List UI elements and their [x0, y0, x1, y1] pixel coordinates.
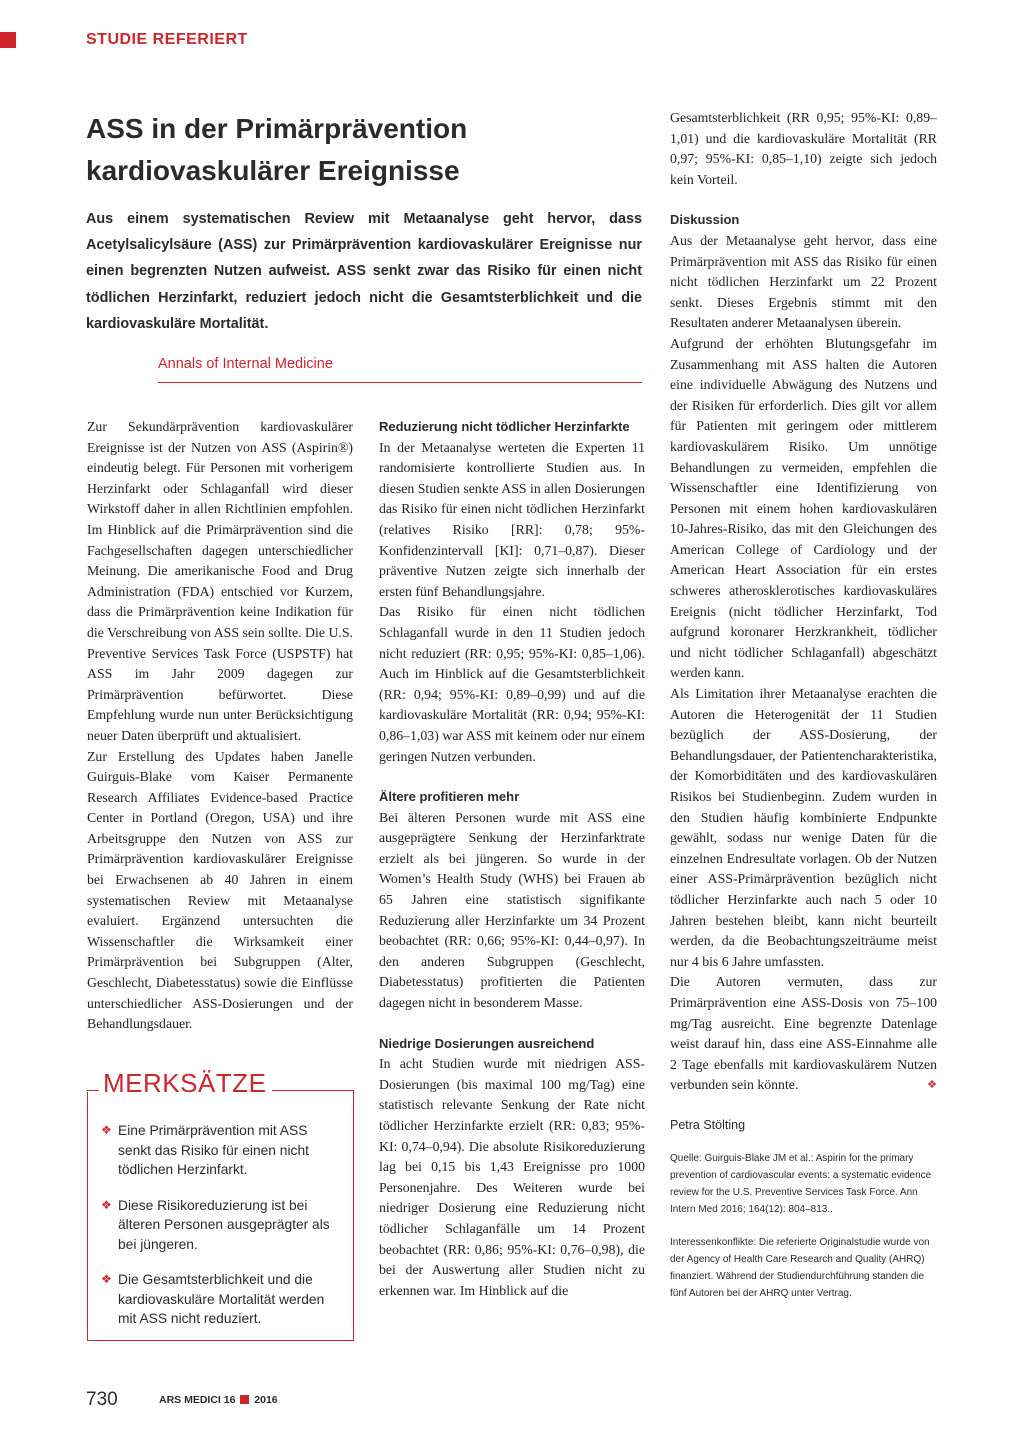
- journal-year: 2016: [254, 1394, 278, 1406]
- list-item-text: Diese Risikoreduzierung ist bei älteren Personen ausgeprägter als bei jüngeren.: [118, 1197, 330, 1252]
- paragraph: In der Metaanalyse werteten die Experten 11 randomisierte kontrollierte Studien aus. In diesen Studien senkte ASS in allen Dosierungen das Risiko für einen nicht tödlichen Herzinfarkt (relatives Risiko [RR]: 0,78; 95%-Konfidenzintervall [KI]: 0,71–0,87). Dieser präventive Nutzen zeigte sich innerhalb der ersten fünf Behandlungsjahre.: [379, 439, 645, 599]
- journal-name: ARS MEDICI 16: [159, 1394, 236, 1406]
- section-marker: [0, 32, 16, 48]
- article-title: ASS in der Primärprävention kardiovaskulärer Ereignisse: [86, 113, 468, 186]
- subheading: Niedrige Dosierungen ausreichend: [379, 1035, 595, 1051]
- column-2: [379, 417, 645, 1301]
- diamond-bullet-icon: ❖: [101, 1123, 112, 1137]
- column-1: [87, 417, 353, 1035]
- paragraph-text: Die Autoren vermuten, dass zur Primärprävention eine ASS-Dosis von 75–100 mg/Tag ausreicht. Eine begrenzte Datenlage weist darauf hin, dass eine ASS-Einnahme alle 2 Tage ebenfalls mit kardiovaskulärem Nutzen verbunden sein könnte.: [670, 974, 937, 1093]
- paragraph: Bei älteren Personen wurde mit ASS eine ausgeprägtere Senkung der Herzinfarktrate erzielt als bei jüngeren. So wurde in der Women’s Health Study (WHS) bei Frauen ab 65 Jahren eine statistisch signifikante Reduzierung aller Herzinfarkte um 34 Prozent beobachtet (RR: 0,66; 95%-KI: 0,44–0,97). In den anderen Subgruppen (Geschlecht, Diabetesstatus) profitierten die Patienten dagegen nicht in besonderem Masse.: [379, 809, 645, 1011]
- merksaetze-title: MERKSÄTZE: [99, 1068, 272, 1098]
- column-3: [670, 108, 937, 1302]
- subheading: Diskussion: [670, 212, 740, 228]
- list-item: [101, 1270, 341, 1329]
- diamond-bullet-icon: ❖: [101, 1272, 112, 1286]
- merksaetze-list: [101, 1121, 341, 1345]
- source-journal: Annals of Internal Medicine: [158, 356, 333, 372]
- source-divider: [158, 382, 642, 383]
- paragraph: Zur Sekundärprävention kardiovaskulärer Ereignisse ist der Nutzen von ASS (Aspirin®) eindeutig belegt. Für Personen mit vorherigem Herzinfarkt oder Schlaganfall wird dieser Wirkstoff daher in allen Richtlinien empfohlen. Im Hinblick auf die Primärprävention sind die Fachgesellschaften dagegen unterschiedlicher Meinung. Die amerikanische Food and Drug Administration (FDA) entschied vor Kurzem, dass die Primärprävention keine Indikation für die Verschreibung von ASS sein sollte. Die U.S. Preventive Services Task Force (USPSTF) hat ASS im Jahr 2009 dagegen zur Primärprävention befürwortet. Diese Empfehlung wurde nun unter Berücksichtigung neuer Daten überprüft und aktualisiert.: [87, 419, 353, 743]
- paragraph: Aus der Metaanalyse geht hervor, dass eine Primärprävention mit ASS das Risiko für einen nicht tödlichen Herzinfarkt um 22 Prozent senkt. Dieses Ergebnis stimmt mit den Resultaten anderer Metaanalysen überein.: [670, 232, 937, 331]
- conflict-of-interest: Interessenkonflikte: Die referierte Originalstudie wurde von der Agency of Health Care Research and Quality (AHRQ) finanziert. Während der Studiendurchführung standen die fünf Autoren bei der AHRQ unter Vertrag.: [670, 1236, 930, 1299]
- source-citation: Quelle: Guirguis-Blake JM et al.: Aspirin for the primary prevention of cardiovascular events: a systematic evidence review for the U.S. Preventive Services Task Force. Ann Intern Med 2016; 164(12): 804–813..: [670, 1152, 932, 1215]
- paragraph: In acht Studien wurde mit niedrigen ASS-Dosierungen (bis maximal 100 mg/Tag) eine statistisch relevante Senkung der Rate nicht tödlicher Herzinfarkte erzielt (RR: 0,83; 95%-KI: 0,74–0,94). Die absolute Risikoreduzierung lag bei 0,15 bis 1,43 Ereignisse pro 1000 Personenjahre. Des Weiteren wurde bei niedriger Dosierung eine Reduzierung nicht tödlicher Schlaganfälle um 14 Prozent beobachtet (RR: 0,86; 95%-KI: 0,76–0,98), die bei der Auswertung aller Studien nicht zu erkennen war. Im Hinblick auf die: [379, 1056, 645, 1298]
- paragraph: Aufgrund der erhöhten Blutungsgefahr im Zusammenhang mit ASS halten die Autoren eine individuelle Abwägung des Nutzens und der Risiken für erforderlich. Dies gilt vor allem für Patienten mit geringem oder mittlerem kardiovaskulärem Risiko. Um unnötige Behandlungen zu vermeiden, empfehlen die Wissenschaftler eine Identifizierung von Personen mit einem hohen kardiovaskulären 10-Jahres-Risiko, das mit den Gleichungen des American College of Cardiology und der American Heart Association für ein erstes schweres atherosklerotisches kardiovaskuläres Ereignis (nicht tödlicher Herzinfarkt, Tod aufgrund koronarer Herzkrankheit, tödlicher und nicht tödlicher Schlaganfall) abgeschätzt werden kann.: [670, 335, 937, 681]
- list-item-text: Die Gesamtsterblichkeit und die kardiovaskuläre Mortalität werden mit ASS nicht reduziert.: [118, 1272, 325, 1326]
- diamond-bullet-icon: ❖: [101, 1197, 112, 1212]
- paragraph: Das Risiko für einen nicht tödlichen Schlaganfall wurde in den 11 Studien jedoch nicht reduziert (RR: 0,95; 95%-KI: 0,85–1,06). Auch im Hinblick auf die Gesamtsterblichkeit (RR: 0,94; 95%-KI: 0,89–0,99) und auf die kardiovaskuläre Mortalität (RR: 0,94; 95%-KI: 0,86–1,03) war ASS mit keinem oder nur einem geringen Nutzen verbunden.: [379, 604, 645, 764]
- list-item: [101, 1121, 341, 1180]
- subheading: Reduzierung nicht tödlicher Herzinfarkte: [379, 419, 630, 434]
- paragraph: [670, 972, 937, 1096]
- box-border-gap: [87, 1091, 99, 1092]
- paragraph: Zur Erstellung des Updates haben Janelle Guirguis-Blake vom Kaiser Permanente Research Affiliates Evidence-based Practice Center in Portland (Oregon, USA) und ihre Arbeitsgruppe den Nutzen von ASS zur Primärprävention kardiovaskulärer Ereignisse bei Erwachsenen ab 40 Jahren in einem systematischen Review mit Metaanalyse evaluiert. Ergänzend untersuchten die Wissenschaftler die Wirksamkeit einer Primärprävention bei Subgruppen (Alter, Geschlecht, Diabetesstatus) sowie die Einflüsse unterschiedlicher ASS-Dosierungen und der Behandlungsdauer.: [87, 748, 353, 1032]
- list-item: [101, 1196, 341, 1255]
- list-item-text: Eine Primärprävention mit ASS senkt das Risiko für einen nicht tödlichen Herzinfarkt.: [118, 1123, 309, 1177]
- page-number: 730: [86, 1389, 118, 1410]
- author-name: Petra Stölting: [670, 1117, 746, 1132]
- footer-journal: [159, 1394, 278, 1406]
- footer-square-icon: [240, 1395, 249, 1404]
- subheading: Ältere profitieren mehr: [379, 789, 520, 805]
- section-label: STUDIE REFERIERT: [86, 31, 248, 48]
- end-mark-icon: ❖: [927, 1079, 937, 1092]
- article-lead: Aus einem systematischen Review mit Metaanalyse geht hervor, dass Acetylsalicylsäure (ASS) zur Primärprävention kardiovaskulärer Ereignisse nur einen begrenzten Nutzen aufweist. ASS senkt zwar das Risiko für einen nicht tödlichen Herzinfarkt, reduziert jedoch nicht die Gesamtsterblichkeit und die kardiovaskuläre Mortalität.: [86, 211, 642, 332]
- paragraph: Gesamtsterblichkeit (RR 0,95; 95%-KI: 0,89–1,01) und die kardiovaskuläre Mortalität (RR 0,97; 95%-KI: 0,85–1,10) zeigte sich jedoch kein Vorteil.: [670, 110, 937, 187]
- paragraph: Als Limitation ihrer Metaanalyse erachten die Autoren die Heterogenität der 11 Studien bezüglich der ASS-Dosierung, der Behandlungsdauer, der Patientencharakteristika, der Komorbiditäten und des kardiovaskulären Risikos bei Studienbeginn. Zudem wurden in den Studien häufig kombinierte Endpunkte gewählt, sodass nur wenige Daten für die einzelnen Endresultate vorlagen. Ob der Nutzen einer ASS-Primärprävention bezüglich nicht tödlicher Herzinfarkte auch nach 5 oder 10 Jahren bestehen bleibt, kann nicht beurteilt werden, da die Beobachtungszeiträume meist nur 4 bis 6 Jahre umfassten.: [670, 686, 937, 969]
